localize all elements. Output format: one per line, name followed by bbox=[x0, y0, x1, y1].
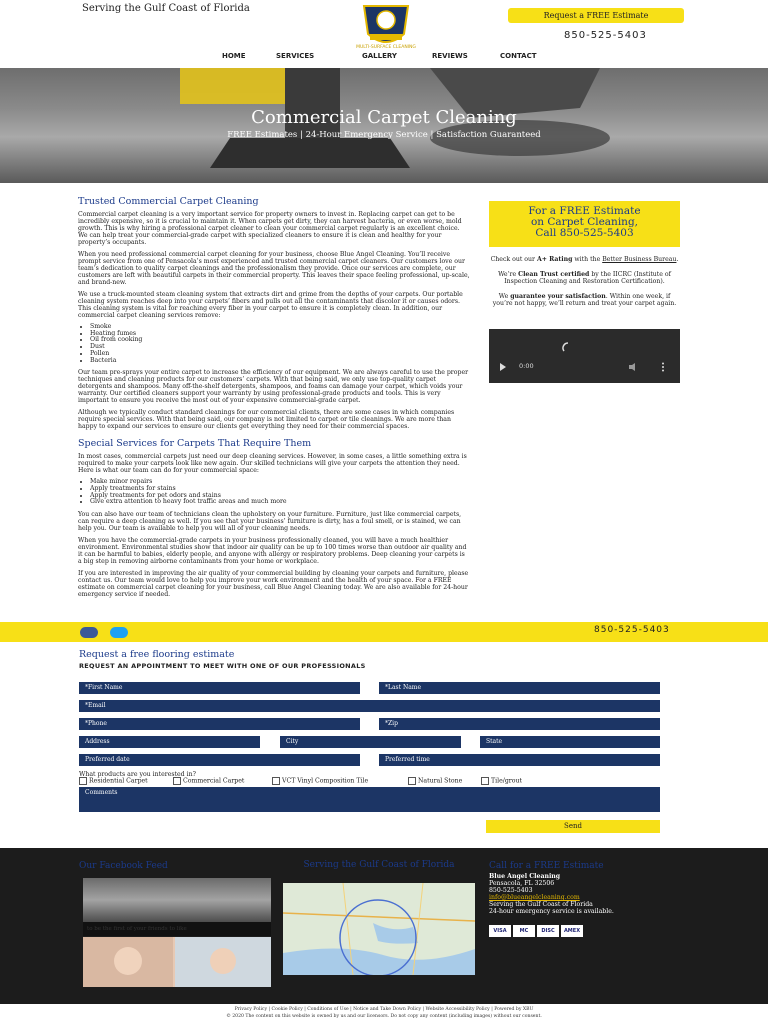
list-item: • Make minor repairs bbox=[90, 479, 470, 486]
list-item: • Apply treatments for pet odors and stains bbox=[90, 493, 470, 500]
volume-icon[interactable] bbox=[629, 363, 639, 371]
list-item: • Apply treatments for stains bbox=[90, 486, 470, 493]
contact-details bbox=[489, 873, 679, 915]
guarantee-bold: guarantee your satisfaction bbox=[510, 293, 606, 300]
text: Check out our bbox=[490, 256, 537, 263]
preferred-time-field[interactable]: Preferred time bbox=[379, 754, 660, 766]
paragraph: Our team pre-sprays your entire carpet to increase the efficiency of our equipment. We are always careful to use the proper techniques and cleaning products for our customers’ carpets. With that being said, we only use top-quality carpet detergents and shampoos. Many off-the-shelf detergents, shampoos, and foams can damage your carpet, which voids your warranty. Our certified cleaners support your warranty by using professional-grade products and tools. This is very important to ensure you receive the most out of your expensive commercial-grade carpet. bbox=[78, 369, 469, 405]
checkbox-residential-carpet[interactable] bbox=[79, 777, 148, 785]
checkbox-icon bbox=[408, 777, 416, 785]
company-logo[interactable] bbox=[340, 4, 432, 52]
paragraph: In most cases, commercial carpets just need our deep cleaning services. However, in some cases, a little something extra is required to make your carpets look like new again. Our skilled technicians will give your carpets the attention they need. Here is what our team can do for your commercial space: bbox=[78, 453, 467, 475]
main-content bbox=[78, 196, 470, 603]
checkbox-label: Residential Carpet bbox=[89, 777, 148, 785]
checkbox-label: Commercial Carpet bbox=[183, 777, 245, 785]
checkbox-label: Tile/grout bbox=[491, 777, 522, 785]
trust-info bbox=[489, 256, 680, 307]
form-subtitle: REQUEST AN APPOINTMENT TO MEET WITH ONE OF OUR PROFESSIONALS bbox=[79, 662, 366, 670]
facebook-feed-photo[interactable] bbox=[83, 878, 271, 922]
nav-services[interactable]: SERVICES bbox=[276, 52, 315, 60]
removal-list bbox=[90, 324, 470, 364]
copyright-text: © 2020 The content on this website is owned by us and our licensors. Do not copy any content (including images) without our consent. bbox=[226, 1013, 542, 1019]
emergency-text: 24-hour emergency service is available. bbox=[489, 908, 614, 915]
send-button[interactable]: Send bbox=[486, 820, 660, 833]
paragraph: When you have the commercial-grade carpets in your business professionally cleaned, you will have a much healthier environment. Environmental studies show that indoor air quality can be up to 100 times worse than outdoor air quality and it can be harmful to babies, elderly people, and anyone with allergy or respiratory problems. Deep cleaning your carpets is a big step in removing airborne contaminants from your home or workplace. bbox=[78, 537, 467, 566]
zip-field[interactable]: *Zip bbox=[379, 718, 660, 730]
facebook-feed-heading: Our Facebook Feed bbox=[79, 861, 168, 871]
discover-icon: DISC bbox=[537, 925, 559, 937]
comments-field[interactable]: Comments bbox=[79, 787, 660, 812]
loading-spinner-icon bbox=[561, 341, 575, 355]
amex-icon: AMEX bbox=[561, 925, 583, 937]
last-name-field[interactable]: *Last Name bbox=[379, 682, 660, 694]
bar-phone[interactable]: 850-525-5403 bbox=[594, 625, 670, 635]
nav-home[interactable]: HOME bbox=[222, 52, 246, 60]
checkbox-label: VCT Vinyl Composition Tile bbox=[282, 777, 369, 785]
city-field[interactable]: City bbox=[280, 736, 461, 748]
facebook-like-caption: to be the first of your friends to like bbox=[83, 922, 271, 936]
free-estimate-callout[interactable] bbox=[489, 201, 680, 247]
text: We’re bbox=[498, 271, 519, 278]
company-city: Pensacola, FL 32506 bbox=[489, 880, 555, 887]
checkbox-commercial-carpet[interactable] bbox=[173, 777, 244, 785]
legal-footer bbox=[0, 1004, 768, 1024]
section-heading: Trusted Commercial Carpet Cleaning bbox=[78, 196, 259, 207]
facebook-feed-photo-2[interactable] bbox=[83, 937, 271, 987]
paragraph: When you need professional commercial carpet cleaning for your business, choose Blue Angel Cleaning. You’ll receive prompt service from one of Pensacola’s most experienced and trusted commercial carpet cleaners. Our customers love our team’s dedication to quality carpet cleanings and the professionalism they provide. Once our services are complete, our customers are left with beautiful carpets in their commercial property. This leaves their space feeling professional, up-scale, and brand-new. bbox=[78, 251, 470, 286]
certified-text: Clean Trust certified bbox=[518, 271, 590, 278]
checkbox-tile-grout[interactable] bbox=[481, 777, 522, 785]
list-item: • Bacteria bbox=[90, 358, 470, 365]
nav-reviews[interactable]: REVIEWS bbox=[432, 52, 468, 60]
children-photo bbox=[83, 937, 271, 987]
first-name-field[interactable]: *First Name bbox=[79, 682, 360, 694]
products-question: What products are you interested in? bbox=[79, 771, 196, 778]
callout-line: on Carpet Cleaning, bbox=[530, 216, 639, 228]
header-phone[interactable]: 850-525-5403 bbox=[564, 30, 647, 41]
state-field[interactable]: State bbox=[480, 736, 660, 748]
list-item: • Give extra attention to heavy foot traffic areas and much more bbox=[90, 499, 470, 506]
service-area-map[interactable] bbox=[283, 883, 475, 975]
paragraph: You can also have our team of technicians clean the upholstery on your furniture. Furniture, just like commercial carpets, can require a deep cleaning as well. If you see that your business’ furniture is dirty, has a foul smell, or is stained, we can help you. Our team is available to help you will all of your cleaning needs. bbox=[78, 511, 462, 533]
footer-phone[interactable]: 850-525-5403 bbox=[489, 887, 533, 894]
facebook-icon[interactable] bbox=[80, 627, 98, 638]
mastercard-icon: MC bbox=[513, 925, 535, 937]
checkbox-icon bbox=[272, 777, 280, 785]
policy-links[interactable]: Privacy Policy | Cookie Policy | Conditions of Use | Notice and Take Down Policy | Website Accessibility Policy | Powered by XBU bbox=[234, 1007, 534, 1012]
text: We bbox=[498, 293, 511, 300]
bbb-link[interactable]: Better Business Bureau bbox=[602, 256, 677, 263]
form-title: Request a free flooring estimate bbox=[79, 649, 235, 660]
address-field[interactable]: Address bbox=[79, 736, 260, 748]
map-graphic bbox=[283, 883, 475, 975]
checkbox-icon bbox=[481, 777, 489, 785]
request-estimate-button[interactable]: Request a FREE Estimate bbox=[508, 8, 684, 23]
twitter-icon[interactable] bbox=[110, 627, 128, 638]
hero-banner bbox=[0, 68, 768, 183]
hero-subtitle: FREE Estimates | 24-Hour Emergency Service | Satisfaction Guaranteed bbox=[227, 130, 541, 140]
bbb-rating-text bbox=[489, 256, 680, 263]
hero-title: Commercial Carpet Cleaning bbox=[251, 107, 517, 128]
callout-line: For a FREE Estimate bbox=[528, 205, 641, 217]
service-area-text: Serving the Gulf Coast of Florida bbox=[489, 901, 593, 908]
nav-contact[interactable]: CONTACT bbox=[500, 52, 537, 60]
company-name: Blue Angel Cleaning bbox=[489, 873, 561, 880]
checkbox-vct-tile[interactable] bbox=[272, 777, 368, 785]
main-nav bbox=[210, 52, 570, 64]
text: . Within one week, if you’re not happy, we’ll return and treat your carpet again. bbox=[492, 293, 677, 307]
service-area-heading: Serving the Gulf Coast of Florida bbox=[303, 860, 455, 870]
phone-field[interactable]: *Phone bbox=[79, 718, 360, 730]
list-item: • Smoke bbox=[90, 324, 470, 331]
email-field[interactable]: *Email bbox=[79, 700, 660, 712]
list-item: • Pollen bbox=[90, 351, 470, 358]
email-link[interactable]: info@blueangelcleaning.com bbox=[489, 894, 580, 901]
iicrc-text bbox=[489, 271, 680, 285]
special-services-list bbox=[90, 479, 470, 506]
header-tagline: Serving the Gulf Coast of Florida bbox=[82, 3, 250, 14]
list-item: • Dust bbox=[90, 344, 470, 351]
payment-cards bbox=[489, 917, 585, 937]
list-item: • Heating fumes bbox=[90, 331, 470, 338]
contact-heading: Call for a FREE Estimate bbox=[489, 861, 604, 871]
paragraph: If you are interested in improving the air quality of your commercial building by cleaning your carpets and furniture, please contact us. Our team would love to help you improve your work environment and the health of your space. For a FREE estimate on commercial carpet cleaning for your business, call Blue Angel Cleaning today. We are also available for 24-hour emergency service if needed. bbox=[78, 570, 469, 599]
logo-subtext: MULTI-SURFACE CLEANING bbox=[356, 45, 416, 50]
checkbox-icon bbox=[173, 777, 181, 785]
rating-text: A+ Rating bbox=[536, 256, 573, 263]
checkbox-label: Natural Stone bbox=[418, 777, 463, 785]
list-item: • Oil from cooking bbox=[90, 337, 470, 344]
visa-icon: VISA bbox=[489, 925, 511, 937]
text: . bbox=[676, 256, 679, 263]
video-player[interactable] bbox=[489, 329, 680, 383]
paragraph: We use a truck-mounted steam cleaning system that extracts dirt and grime from the depths of your carpets. Our portable cleaning system reaches deep into your carpets’ fibers and pulls out all the contaminants that discolor it or causes odors. This cleaning system is vital for reaching every fiber in your carpet to ensure it is completely clean. In addition, our commercial carpet cleaning services remove: bbox=[78, 291, 463, 319]
video-time: 0:00 bbox=[519, 362, 534, 370]
section-heading: Special Services for Carpets That Require Them bbox=[78, 438, 312, 450]
callout-line: Call 850-525-5403 bbox=[535, 227, 634, 239]
play-icon[interactable] bbox=[499, 363, 507, 371]
paragraph: Commercial carpet cleaning is a very important service for property owners to invest in. Replacing carpet can get to be incredibly expensive, so it is crucial to maintain it. When carpets get dirty, they can harvest bacteria, or even worse, mold growth. This is why hiring a professional carpet cleaner to clean your commercial carpet regularly is an excellent choice. We can help treat your commercial-grade carpet with specialized cleaners to ensure it is clean and healthy for your property’s occupants. bbox=[78, 211, 462, 246]
text: by the IICRC (Institute of Inspection Cleaning and Restoration Certification). bbox=[504, 271, 671, 285]
checkbox-natural-stone[interactable] bbox=[408, 777, 462, 785]
paragraph: Although we typically conduct standard cleanings for our commercial clients, there are some cases in which companies require special services. With that being said, our company is not limited to carpet or tile cleanings. We are more than happy to expand our services to ensure our clients get everything they need for their commercial spaces. bbox=[78, 409, 455, 431]
nav-gallery[interactable]: GALLERY bbox=[362, 52, 397, 60]
checkbox-icon bbox=[79, 777, 87, 785]
guarantee-text bbox=[489, 293, 680, 307]
text: with the bbox=[572, 256, 603, 263]
more-options-icon[interactable] bbox=[661, 362, 665, 372]
preferred-date-field[interactable]: Preferred date bbox=[79, 754, 360, 766]
